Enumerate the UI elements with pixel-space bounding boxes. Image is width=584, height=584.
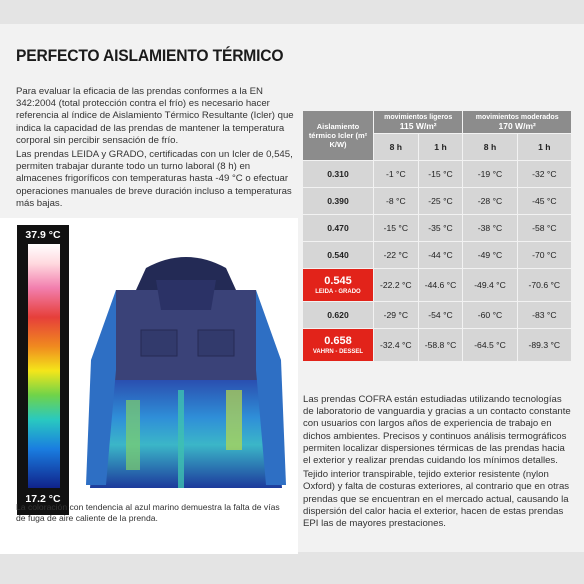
row-label: 0.470 bbox=[303, 215, 373, 241]
col-8h-moderate: 8 h bbox=[463, 134, 516, 160]
table-cell: -44 °C bbox=[419, 242, 463, 268]
scale-min-label: 17.2 °C bbox=[25, 493, 61, 505]
table-cell: -15 °C bbox=[374, 215, 418, 241]
col-1h-moderate: 1 h bbox=[518, 134, 571, 160]
row-label-highlight bbox=[303, 269, 373, 301]
table-cell: -38 °C bbox=[463, 215, 516, 241]
table-cell: -32.4 °C bbox=[374, 329, 418, 361]
col-header-insulation: Aislamiento térmico Icler (m² K/W) bbox=[303, 111, 373, 160]
description-paragraph-2: Tejido interior transpirable, tejido exterior resistente (nylon Oxford) y falta de costuras exteriores, al contrario que en otras prendas que se encuentran en el mercado actual, causando la dispersión del calor hacia el exterior, hacen de estas prendas EPI las de mayores prestaciones. bbox=[303, 469, 570, 530]
table-row bbox=[303, 302, 571, 328]
group-light-sub: 115 W/m² bbox=[399, 120, 437, 131]
table-cell: -25 °C bbox=[419, 188, 463, 214]
table-cell: -32 °C bbox=[518, 161, 571, 187]
intro-paragraph-2: Las prendas LEIDA y GRADO, certificadas con un Icler de 0,545, permiten trabajar durante todo un turno laboral (8 h) en almacenes frigoríficos con temperaturas hasta -49 °C o efectuar operaciones manuales de breve duración incluso a temperaturas más bajas. bbox=[16, 149, 293, 209]
row-product-names: LEIDA - GRADO bbox=[315, 289, 361, 295]
row-value: 0.658 bbox=[324, 335, 352, 347]
col-1h-light: 1 h bbox=[419, 134, 463, 160]
description-text bbox=[303, 394, 573, 532]
table-cell: -60 °C bbox=[463, 302, 516, 328]
temperature-scale bbox=[17, 225, 69, 515]
table-cell: -58.8 °C bbox=[419, 329, 463, 361]
row-label: 0.540 bbox=[303, 242, 373, 268]
table-row-highlight bbox=[303, 269, 571, 301]
intro-paragraph-1: Para evaluar la eficacia de las prendas conformes a la EN 342:2004 (total protección contra el frío) es necesario hacer referencia al índice de Aislamiento Térmico Resultante (Icler) que indica la capacidad de las prendas de mantener la temperatura corporal sin percibir sensación de frío. bbox=[16, 86, 294, 146]
scale-max-label: 37.9 °C bbox=[25, 229, 61, 241]
col-8h-light: 8 h bbox=[374, 134, 418, 160]
table-cell: -44.6 °C bbox=[419, 269, 463, 301]
table-cell: -70.6 °C bbox=[518, 269, 571, 301]
table-cell: -22.2 °C bbox=[374, 269, 418, 301]
group-moderate-label: movimientos moderados bbox=[475, 113, 559, 121]
table-cell: -70 °C bbox=[518, 242, 571, 268]
row-label: 0.310 bbox=[303, 161, 373, 187]
table-cell: -64.5 °C bbox=[463, 329, 516, 361]
table-cell: -28 °C bbox=[463, 188, 516, 214]
table-row bbox=[303, 161, 571, 187]
description-paragraph-1: Las prendas COFRA están estudiadas utilizando tecnologías de laboratorio de vanguardia y gracias a un contacto constante con usuarios con largos años de experiencia de trabajo en dichos ambientes. Precisos y continuos análisis termográficos permiten localizar dispersiones térmicas de las prendas hacia el exterior y realizar prendas cuidando los mínimos detalles. bbox=[303, 394, 571, 467]
thermography-caption: La coloración con tendencia al azul marino demuestra la falta de vías de fuga de aire caliente de la prenda. bbox=[16, 502, 280, 523]
group-light-label: movimientos ligeros bbox=[384, 113, 453, 121]
table-cell: -49 °C bbox=[463, 242, 516, 268]
jacket-thermal-overlay bbox=[90, 380, 282, 488]
row-label: 0.620 bbox=[303, 302, 373, 328]
jacket-thermal-image bbox=[86, 250, 286, 490]
intro-text bbox=[16, 86, 298, 212]
table-cell: -19 °C bbox=[463, 161, 516, 187]
table-cell: -89.3 °C bbox=[518, 329, 571, 361]
table-cell: -83 °C bbox=[518, 302, 571, 328]
group-moderate-sub: 170 W/m² bbox=[498, 120, 536, 131]
table-cell: -29 °C bbox=[374, 302, 418, 328]
table-row bbox=[303, 188, 571, 214]
table-row-highlight bbox=[303, 329, 571, 361]
insulation-table bbox=[302, 110, 572, 362]
page-title: PERFECTO AISLAMIENTO TÉRMICO bbox=[16, 46, 284, 65]
table-row bbox=[303, 242, 571, 268]
scale-gradient bbox=[28, 244, 60, 488]
row-label-highlight bbox=[303, 329, 373, 361]
table-cell: -58 °C bbox=[518, 215, 571, 241]
table-cell: -22 °C bbox=[374, 242, 418, 268]
table-cell: -45 °C bbox=[518, 188, 571, 214]
table-cell: -8 °C bbox=[374, 188, 418, 214]
table-row bbox=[303, 215, 571, 241]
table-cell: -49.4 °C bbox=[463, 269, 516, 301]
page bbox=[0, 24, 584, 552]
group-moderate-movements bbox=[463, 111, 571, 133]
table-cell: -54 °C bbox=[419, 302, 463, 328]
group-light-movements bbox=[374, 111, 462, 133]
row-product-names: VAHRN - DESSEL bbox=[312, 349, 364, 355]
table-cell: -35 °C bbox=[419, 215, 463, 241]
row-value: 0.545 bbox=[324, 275, 352, 287]
table-cell: -1 °C bbox=[374, 161, 418, 187]
table-cell: -15 °C bbox=[419, 161, 463, 187]
row-label: 0.390 bbox=[303, 188, 373, 214]
